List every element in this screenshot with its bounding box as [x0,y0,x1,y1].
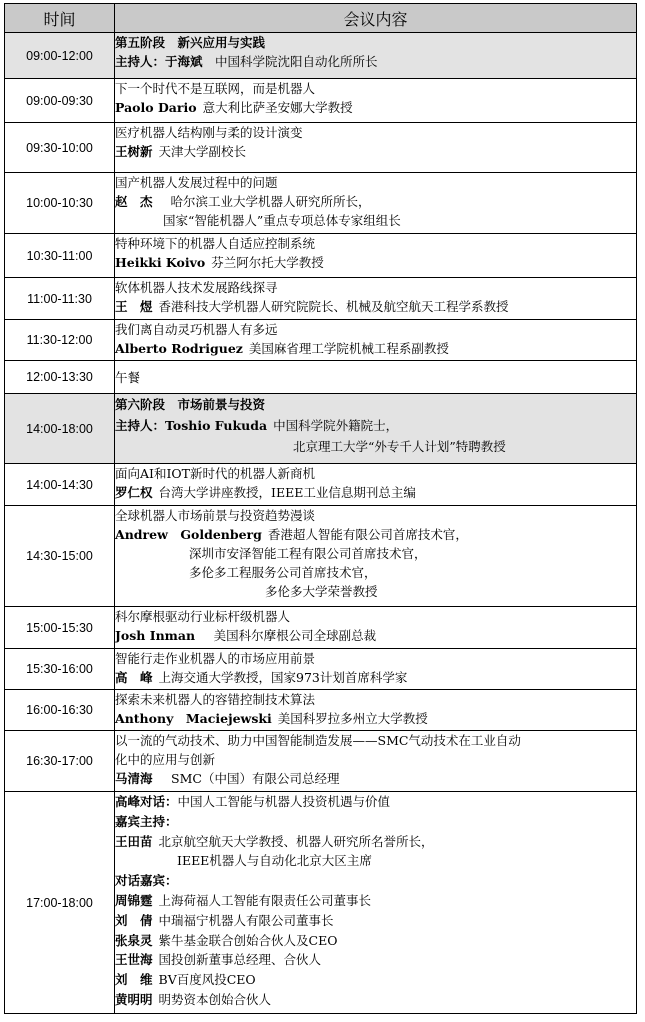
session-row [5,394,637,464]
host-desc: 中国科学院沈阳自动化所所长 [202,54,378,69]
guest-name: 张泉灵 [115,932,153,948]
speaker-name: Heikki Koivo [115,255,206,270]
agenda-row [5,690,637,731]
talk-title: 下一个时代不是互联网，而是机器人 [115,81,316,96]
content-cell [115,123,637,173]
agenda-row [5,649,637,690]
speaker-name: Paolo Dario [115,100,197,115]
panel-guest [115,911,636,931]
talk-title: 智能行走作业机器人的市场应用前景 [115,651,316,666]
panel-host-desc: 北京航空航天大学教授、机器人研究所名誉所长， [158,833,434,849]
speaker-name: 赵 杰 [115,194,153,209]
speaker-desc-cont: 多伦多大学荣誉教授 [265,584,378,599]
talk-title: 国产机器人发展过程中的问题 [115,175,278,190]
content-cell [115,33,637,79]
time-cell: 15:30-16:00 [5,649,115,690]
speaker-desc: 台湾大学讲座教授，IEEE工业信息期刊总主编 [158,485,416,500]
header-row [5,4,637,33]
guest-desc: 国投创新董事总经理、合伙人 [158,952,322,968]
header-time: 时间 [5,4,115,33]
content-cell [115,649,637,690]
content-cell [115,320,637,361]
speaker-desc-cont: 国家“智能机器人”重点专项总体专家组组长 [163,213,401,228]
content-cell [115,278,637,320]
panel-host-desc-cont: IEEE机器人与自动化北京大区主席 [177,853,372,869]
time-cell: 16:00-16:30 [5,690,115,731]
content-cell [115,234,637,278]
talk-title: 医疗机器人结构刚与柔的设计演变 [115,125,303,140]
guest-name: 刘 维 [115,972,153,988]
guest-desc: BV百度风投CEO [158,972,256,988]
panel-guest [115,891,636,911]
agenda-row [5,234,637,278]
agenda-row [5,123,637,173]
host-name: 主持人：于海斌 [115,54,203,69]
speaker-name: Andrew Goldenberg [115,527,262,542]
talk-title: 面向AI和IOT新时代的机器人新商机 [115,466,315,481]
agenda-row [5,607,637,649]
speaker-desc: 美国麻省理工学院机械工程系副教授 [248,341,449,356]
speaker-desc: 美国科尔摩根公司全球副总裁 [201,628,377,643]
content-cell [115,79,637,123]
agenda-row [5,320,637,361]
talk-title: 全球机器人市场前景与投资趋势漫谈 [115,508,316,523]
talk-title: 科尔摩根驱动行业标杆级机器人 [115,609,291,624]
agenda-row [5,173,637,234]
guest-desc: 紫牛基金联合创始合伙人及CEO [158,932,338,948]
session-row [5,33,637,79]
talk-title: 特种环境下的机器人自适应控制系统 [115,236,316,251]
agenda-row [5,278,637,320]
guest-desc: 上海荷福人工智能有限责任公司董事长 [158,892,372,908]
speaker-name: Anthony Maciejewski [115,711,272,726]
time-cell: 14:00-18:00 [5,394,115,464]
talk-title: 软体机器人技术发展路线探寻 [115,280,278,295]
host-desc-cont: 北京理工大学“外专千人计划”特聘教授 [293,439,506,454]
panel-guest [115,970,636,990]
guest-desc: 中瑞福宁机器人有限公司董事长 [158,912,334,928]
content-cell [115,361,637,394]
host-name: 主持人：Toshio Fukuda [115,418,268,433]
time-cell: 10:00-10:30 [5,173,115,234]
panel-guest [115,950,636,970]
speaker-desc: 上海交通大学教授，国家973计划首席科学家 [158,670,408,685]
speaker-desc: 天津大学副校长 [158,144,247,159]
time-cell: 09:30-10:00 [5,123,115,173]
agenda-row [5,464,637,506]
session-title: 第六阶段 市场前景与投资 [115,397,266,412]
time-cell: 15:00-15:30 [5,607,115,649]
speaker-desc: SMC（中国）有限公司总经理 [158,771,340,786]
speaker-name: 高 峰 [115,670,153,685]
time-cell: 16:30-17:00 [5,731,115,792]
content-cell [115,506,637,607]
guest-name: 刘 倩 [115,912,153,928]
panel-host-name: 王田苗 [115,833,153,849]
time-cell: 14:30-15:00 [5,506,115,607]
guest-name: 王世海 [115,952,153,968]
time-cell: 12:00-13:30 [5,361,115,394]
speaker-name: Alberto Rodriguez [115,341,243,356]
speaker-desc: 美国科罗拉多州立大学教授 [277,711,428,726]
talk-title: 以一流的气动技术、助力中国智能制造发展——SMC气动技术在工业自动 [115,733,521,748]
agenda-table [4,3,637,1014]
guest-name: 黄明明 [115,991,153,1007]
agenda-row [5,79,637,123]
speaker-name: 王 煜 [115,299,153,314]
speaker-desc-cont: 深圳市安泽智能工程有限公司首席技术官， [189,546,427,561]
speaker-desc: 香港超人智能有限公司首席技术官， [267,527,468,542]
time-cell: 11:30-12:00 [5,320,115,361]
panel-row [5,792,637,1014]
guest-desc: 明势资本创始合伙人 [158,991,272,1007]
panel-host-label: 嘉宾主持： [115,813,178,829]
talk-title-cont: 化中的应用与创新 [115,752,216,767]
speaker-name: 马清海 [115,771,153,786]
speaker-name: Josh Inman [115,628,196,643]
content-cell [115,607,637,649]
content-cell [115,731,637,792]
talk-title: 探索未来机器人的容错控制技术算法 [115,692,316,707]
agenda-row [5,506,637,607]
panel-topic: 中国人工智能与机器人投资机遇与价值 [177,794,391,809]
time-cell: 14:00-14:30 [5,464,115,506]
talk-title: 我们离自动灵巧机器人有多远 [115,322,278,337]
agenda-row [5,361,637,394]
agenda-row [5,731,637,792]
speaker-desc: 芬兰阿尔托大学教授 [211,255,324,270]
panel-topic-label: 高峰对话： [115,794,178,809]
session-title: 第五阶段 新兴应用与实践 [115,35,266,50]
content-cell [115,792,637,1014]
content-cell [115,464,637,506]
speaker-desc: 意大利比萨圣安娜大学教授 [202,100,353,115]
speaker-desc: 哈尔滨工业大学机器人研究所所长， [170,194,371,209]
time-cell: 11:00-11:30 [5,278,115,320]
lunch-label: 午餐 [115,369,141,385]
panel-guests-label: 对话嘉宾： [115,873,178,889]
speaker-name: 罗仁权 [115,485,153,500]
speaker-desc-cont: 多伦多工程服务公司首席技术官， [189,565,377,580]
speaker-name: 王树新 [115,144,153,159]
content-cell [115,394,637,464]
speaker-desc: 香港科技大学机器人研究院院长、机械及航空航天工程学系教授 [158,299,509,314]
header-content: 会议内容 [115,4,637,33]
time-cell: 10:30-11:00 [5,234,115,278]
host-desc: 中国科学院外籍院士， [273,418,399,433]
panel-guest [115,931,636,951]
time-cell: 17:00-18:00 [5,792,115,1014]
panel-guest [115,990,636,1010]
guest-name: 周锦霆 [115,892,153,908]
time-cell: 09:00-12:00 [5,33,115,79]
time-cell: 09:00-09:30 [5,79,115,123]
content-cell [115,173,637,234]
content-cell [115,690,637,731]
